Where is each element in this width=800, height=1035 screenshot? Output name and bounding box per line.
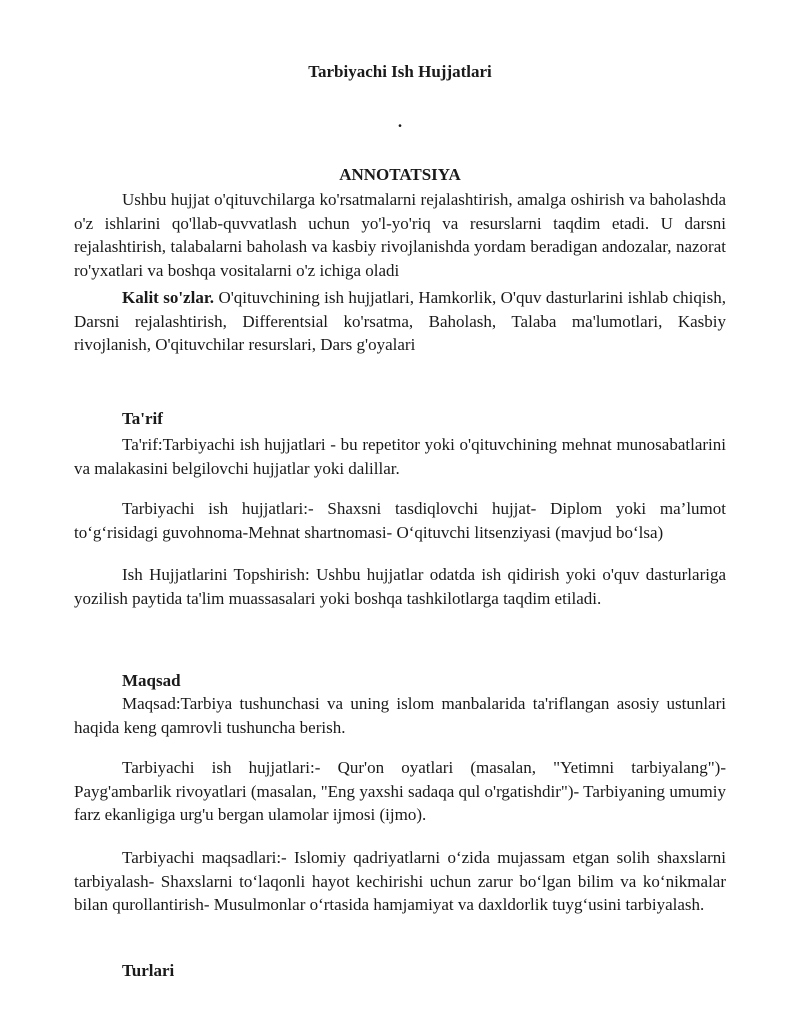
maqsad-paragraph-3: Tarbiyachi maqsadlari:- Islomiy qadriyatlarni o‘zida mujassam etgan solih shaxslarni tarbiyalash- Shaxslarni to‘laqonli hayot kechirishi uchun zarur bo‘lgan bilim va ko‘nikmalar bilan qurollantirish- Musulmonlar o‘rtasida hamjamiyat va daxldorlik tuyg‘usini tarbiyalash. <box>74 848 726 914</box>
section-heading-maqsad: Maqsad <box>122 671 181 690</box>
section-heading-tarif: Ta'rif <box>122 409 163 428</box>
maqsad-paragraph-2: Tarbiyachi ish hujjatlari:- Qur'on oyatlari (masalan, "Yetimni tarbiyalang")- Payg'ambarlik rivoyatlari (masalan, "Eng yaxshi sadaqa qul o'rgatishdir")- Tarbiyaning umumiy farz ekanligiga urg'u bergan ulamolar ijmosi (ijmo). <box>74 758 726 824</box>
keywords-label: Kalit so'zlar. <box>122 288 215 307</box>
tarif-paragraph-3: Ish Hujjatlarini Topshirish: Ushbu hujjatlar odatda ish qidirish yoki o'quv dasturlariga yozilish paytida ta'lim muassasalari yoki boshqa tashkilotlarga taqdim etiladi. <box>74 565 726 608</box>
keywords-text: O'qituvchining ish hujjatlari, Hamkorlik, O'quv dasturlarini ishlab chiqish, Darsni rejalashtirish, Differentsial ko'rsatma, Baholash, Talaba ma'lumotlari, Kasbiy rivojlanish, O'qituvchilar resurslari, Dars g'oyalari <box>74 288 726 354</box>
tarif-paragraph-2: Tarbiyachi ish hujjatlari:- Shaxsni tasdiqlovchi hujjat- Diplom yoki ma’lumot to‘g‘risidagi guvohnoma-Mehnat shartnomasi- O‘qituvchi litsenziyasi (mavjud bo‘lsa) <box>74 499 726 542</box>
tarif-paragraph-1: Ta'rif:Tarbiyachi ish hujjatlari - bu repetitor yoki o'qituvchining mehnat munosabatlarini va malakasini belgilovchi hujjatlar yoki dalillar. <box>74 435 726 478</box>
maqsad-paragraph-1: Maqsad:Tarbiya tushunchasi va uning islom manbalarida ta'riflangan asosiy ustunlari haqida keng qamrovli tushuncha berish. <box>74 694 726 737</box>
annotation-paragraph: Ushbu hujjat o'qituvchilarga ko'rsatmalarni rejalashtirish, amalga oshirish va baholashda o'z ishlarini qo'llab-quvvatlash uchun yo'l-yo'riq va resurslarni taqdim etadi. U darsni rejalashtirish, talabalarni baholash va kasbiy rivojlanishda yordam beradigan andozalar, nazorat ro'yxatlari va boshqa vositalarni o'z ichiga oladi <box>74 190 726 280</box>
title-separator: . <box>397 112 403 131</box>
section-heading-turlari: Turlari <box>122 961 175 980</box>
document-title: Tarbiyachi Ish Hujjatlari <box>308 62 492 81</box>
annotation-heading: ANNOTATSIYA <box>339 165 461 184</box>
keywords-paragraph <box>74 286 726 357</box>
